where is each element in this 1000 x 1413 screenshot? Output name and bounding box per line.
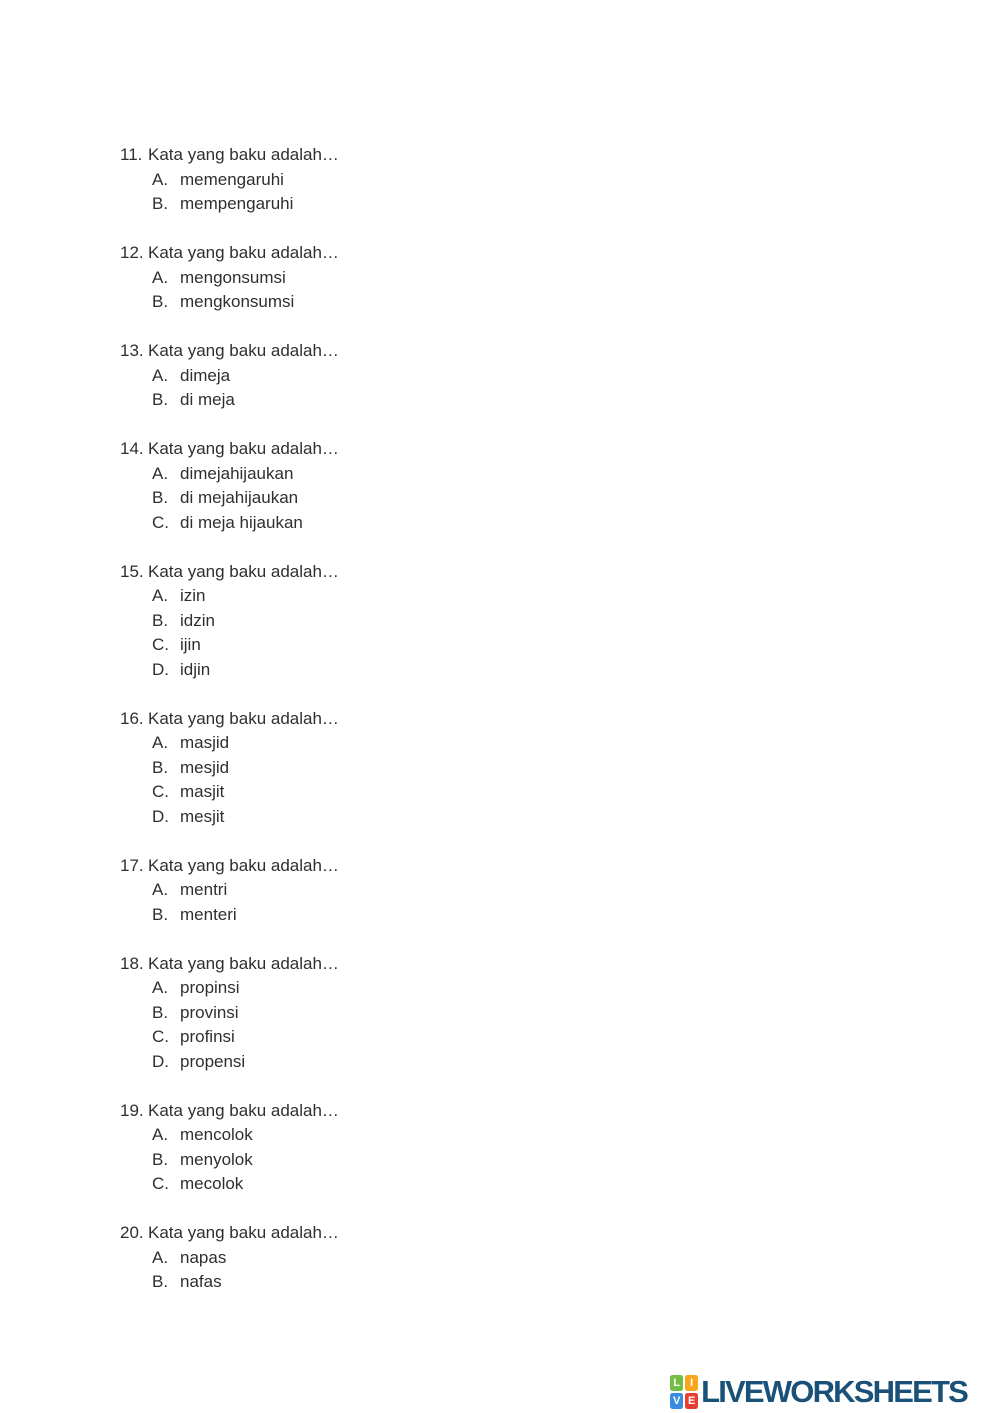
option-text: propensi <box>180 1051 246 1071</box>
option-letter: A. <box>152 463 169 483</box>
option-letter: A. <box>152 733 169 752</box>
option-letter: B. <box>152 1149 169 1169</box>
option-text: di meja <box>180 390 235 409</box>
question-title <box>120 1099 940 1124</box>
option-text: ijin <box>180 635 201 654</box>
question-prompt: Kata yang baku adalah… <box>148 1100 339 1120</box>
answer-option[interactable] <box>120 511 940 536</box>
option-text: profinsi <box>180 1027 235 1046</box>
option-letter: B. <box>152 757 169 777</box>
question-title <box>120 707 940 732</box>
option-text: nafas <box>180 1272 222 1291</box>
question-title <box>120 952 940 977</box>
answer-option[interactable] <box>120 878 940 903</box>
question-block-18 <box>120 952 940 1075</box>
option-list <box>120 364 940 413</box>
option-list <box>120 731 940 829</box>
option-text: izin <box>180 586 206 605</box>
question-number: 17. <box>120 855 144 875</box>
question-title <box>120 437 940 462</box>
option-list <box>120 266 940 315</box>
answer-option[interactable] <box>120 1001 940 1026</box>
liveworksheets-logo[interactable] <box>670 1374 967 1410</box>
option-list <box>120 168 940 217</box>
question-list <box>120 143 940 1319</box>
answer-option[interactable] <box>120 462 940 487</box>
option-text: masjit <box>180 782 225 801</box>
option-letter: A. <box>152 267 169 287</box>
option-list <box>120 1246 940 1295</box>
footer <box>670 1374 967 1410</box>
option-text: mesjid <box>180 757 230 777</box>
question-block-17 <box>120 854 940 928</box>
option-letter: C. <box>152 512 169 532</box>
option-letter: A. <box>152 978 169 997</box>
option-text: memengaruhi <box>180 169 284 189</box>
option-list <box>120 1123 940 1197</box>
option-letter: A. <box>152 169 169 189</box>
answer-option[interactable] <box>120 364 940 389</box>
question-title <box>120 339 940 364</box>
option-text: idjin <box>180 659 211 679</box>
answer-option[interactable] <box>120 1025 940 1050</box>
answer-option[interactable] <box>120 1123 940 1148</box>
logo-tile-v: V <box>670 1393 683 1409</box>
logo-tile-i: I <box>685 1375 698 1391</box>
question-title <box>120 143 940 168</box>
option-letter: D. <box>152 806 169 826</box>
liveworksheets-wordmark: LIVEWORKSHEETS <box>701 1374 967 1409</box>
option-text: propinsi <box>180 978 240 997</box>
option-text: idzin <box>180 610 215 630</box>
option-letter: B. <box>152 1272 169 1291</box>
option-text: dimeja <box>180 365 231 385</box>
question-block-20 <box>120 1221 940 1295</box>
answer-option[interactable] <box>120 192 940 217</box>
option-letter: A. <box>152 880 169 899</box>
option-letter: B. <box>152 390 169 409</box>
answer-option[interactable] <box>120 780 940 805</box>
option-letter: B. <box>152 904 169 924</box>
option-list <box>120 976 940 1074</box>
option-text: mentri <box>180 880 228 899</box>
option-letter: A. <box>152 365 169 385</box>
option-letter: C. <box>152 782 169 801</box>
option-letter: C. <box>152 1174 169 1193</box>
option-text: menteri <box>180 904 237 924</box>
answer-option[interactable] <box>120 486 940 511</box>
question-number: 19. <box>120 1100 144 1120</box>
option-text: di meja hijaukan <box>180 512 303 532</box>
answer-option[interactable] <box>120 1270 940 1295</box>
question-block-15 <box>120 560 940 683</box>
option-text: dimejahijaukan <box>180 463 294 483</box>
question-number: 11. <box>120 145 143 164</box>
answer-option[interactable] <box>120 1050 940 1075</box>
question-prompt: Kata yang baku adalah… <box>148 243 339 262</box>
answer-option[interactable] <box>120 633 940 658</box>
option-text: mempengaruhi <box>180 194 294 213</box>
question-block-14 <box>120 437 940 535</box>
option-text: mengonsumsi <box>180 267 286 287</box>
option-text: provinsi <box>180 1002 239 1022</box>
question-prompt: Kata yang baku adalah… <box>148 561 339 581</box>
answer-option[interactable] <box>120 903 940 928</box>
answer-option[interactable] <box>120 976 940 1001</box>
option-letter: B. <box>152 1002 169 1022</box>
answer-option[interactable] <box>120 266 940 291</box>
question-number: 12. <box>120 243 144 262</box>
option-letter: D. <box>152 659 169 679</box>
logo-tile-l: L <box>670 1375 683 1391</box>
question-title <box>120 1221 940 1246</box>
answer-option[interactable] <box>120 388 940 413</box>
question-title <box>120 241 940 266</box>
option-letter: A. <box>152 586 169 605</box>
option-letter: C. <box>152 635 169 654</box>
answer-option[interactable] <box>120 609 940 634</box>
option-letter: D. <box>152 1051 169 1071</box>
question-number: 16. <box>120 708 144 728</box>
logo-tile-e: E <box>685 1393 698 1409</box>
option-list <box>120 878 940 927</box>
question-title <box>120 854 940 879</box>
question-number: 14. <box>120 439 144 458</box>
question-title <box>120 560 940 585</box>
answer-option[interactable] <box>120 731 940 756</box>
option-letter: B. <box>152 610 169 630</box>
option-text: menyolok <box>180 1149 253 1169</box>
option-letter: B. <box>152 488 169 507</box>
question-prompt: Kata yang baku adalah… <box>148 953 339 973</box>
answer-option[interactable] <box>120 1246 940 1271</box>
question-prompt: Kata yang baku adalah… <box>148 341 339 360</box>
answer-option[interactable] <box>120 1172 940 1197</box>
option-list <box>120 462 940 536</box>
answer-option[interactable] <box>120 1148 940 1173</box>
answer-option[interactable] <box>120 658 940 683</box>
liveworksheets-logo-icon <box>670 1375 698 1409</box>
question-prompt: Kata yang baku adalah… <box>148 708 339 728</box>
option-text: mecolok <box>180 1174 244 1193</box>
option-letter: C. <box>152 1027 169 1046</box>
question-number: 15. <box>120 561 144 581</box>
question-prompt: Kata yang baku adalah… <box>148 439 339 458</box>
answer-option[interactable] <box>120 756 940 781</box>
answer-option[interactable] <box>120 290 940 315</box>
option-list <box>120 584 940 682</box>
question-block-12 <box>120 241 940 315</box>
option-text: mencolok <box>180 1125 253 1144</box>
question-number: 13. <box>120 341 144 360</box>
question-prompt: Kata yang baku adalah… <box>148 145 339 164</box>
question-block-16 <box>120 707 940 830</box>
option-text: di mejahijaukan <box>180 488 299 507</box>
answer-option[interactable] <box>120 805 940 830</box>
option-letter: A. <box>152 1125 169 1144</box>
question-number: 18. <box>120 953 144 973</box>
option-letter: A. <box>152 1247 169 1267</box>
question-prompt: Kata yang baku adalah… <box>148 1223 339 1242</box>
option-text: mesjit <box>180 806 225 826</box>
question-block-13 <box>120 339 940 413</box>
answer-option[interactable] <box>120 168 940 193</box>
option-letter: B. <box>152 292 169 311</box>
option-text: masjid <box>180 733 230 752</box>
option-text: mengkonsumsi <box>180 292 295 311</box>
question-block-11 <box>120 143 940 217</box>
option-text: napas <box>180 1247 227 1267</box>
option-letter: B. <box>152 194 169 213</box>
question-block-19 <box>120 1099 940 1197</box>
question-prompt: Kata yang baku adalah… <box>148 855 339 875</box>
answer-option[interactable] <box>120 584 940 609</box>
question-number: 20. <box>120 1223 144 1242</box>
